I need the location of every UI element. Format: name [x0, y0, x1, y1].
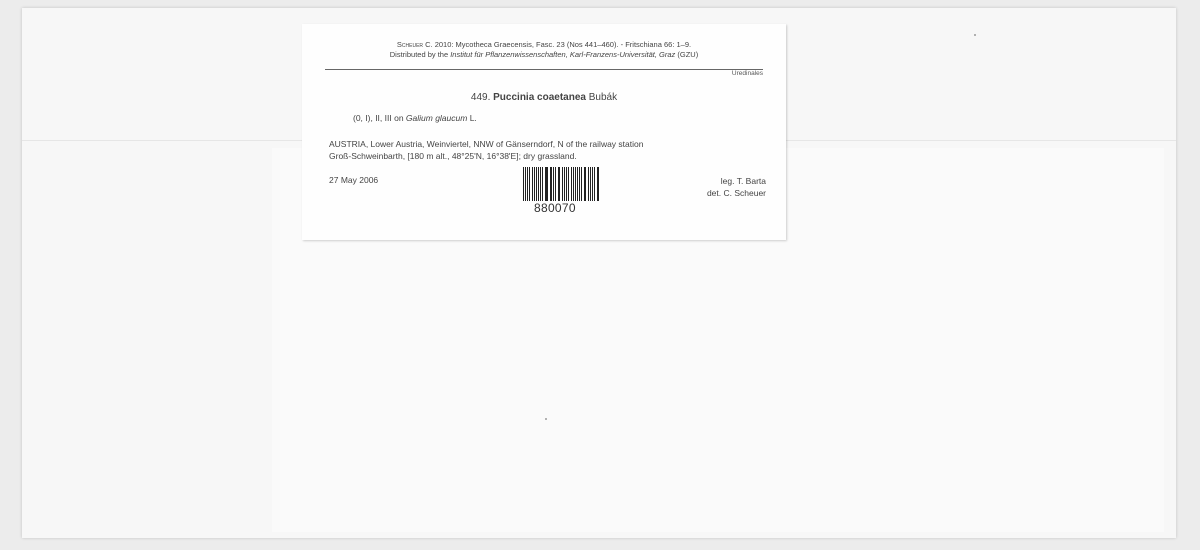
species-author: Bubák: [588, 92, 618, 103]
distribution-prefix: Distributed by the: [389, 50, 451, 59]
locality-text: [329, 138, 643, 162]
barcode-bar: [523, 167, 524, 201]
reference-author: Scheuer: [396, 40, 424, 49]
barcode-bar: [579, 167, 580, 201]
reference-text: C. 2010: Mycotheca Graecensis, Fasc. 23 (Nos 441–460). - Fritschiana 66: 1–9.: [423, 40, 692, 49]
barcode-bar: [568, 167, 569, 201]
distribution-line: [302, 50, 786, 60]
barcode-bar: [529, 167, 530, 201]
barcode-bar: [592, 167, 593, 201]
locality-line-1: AUSTRIA, Lower Austria, Weinviertel, NNW of Gänserndorf, N of the railway station: [329, 139, 644, 149]
species-name: Puccinia coaetanea: [493, 92, 586, 103]
barcode-bar: [598, 167, 599, 201]
host-line: [353, 113, 477, 123]
barcode-number: 880070: [534, 201, 576, 215]
barcode-bar: [553, 167, 554, 201]
paper-speck: [545, 418, 547, 420]
distribution-suffix: (GZU): [675, 50, 699, 59]
collector-det: det. C. Scheuer: [706, 188, 766, 198]
barcode-bar: [588, 167, 589, 201]
barcode-bar: [532, 167, 533, 201]
barcode-icon: [523, 167, 601, 201]
reference-line: [302, 40, 786, 50]
barcode-bar: [571, 167, 572, 201]
header-rule: [325, 69, 763, 70]
barcode-bar: [546, 167, 547, 201]
barcode-bar: [562, 167, 563, 201]
paper-speck: [974, 34, 976, 36]
herbarium-label: [302, 24, 786, 240]
locality-line-2: Groß-Schweinbarth, [180 m alt., 48°25'N, 16°38'E]; dry grassland.: [329, 151, 577, 161]
host-author: L.: [467, 113, 477, 123]
distribution-institute: Institut für Pflanzenwissenschaften, Karl-Franzens-Universität, Graz: [450, 50, 676, 59]
species-title: [302, 92, 786, 103]
collector-leg: leg. T. Barta: [720, 176, 766, 186]
host-name: Galium glaucum: [405, 113, 468, 123]
barcode-bar: [542, 167, 543, 201]
barcode-bar: [581, 167, 582, 201]
order-name: Uredinales: [731, 70, 763, 77]
barcode-bar: [540, 167, 541, 201]
species-number: 449.: [470, 92, 491, 103]
collector-info: [707, 175, 766, 199]
collection-date: 27 May 2006: [329, 175, 379, 185]
host-prefix: (0, I), II, III on: [353, 113, 406, 123]
barcode-bar: [559, 167, 560, 201]
